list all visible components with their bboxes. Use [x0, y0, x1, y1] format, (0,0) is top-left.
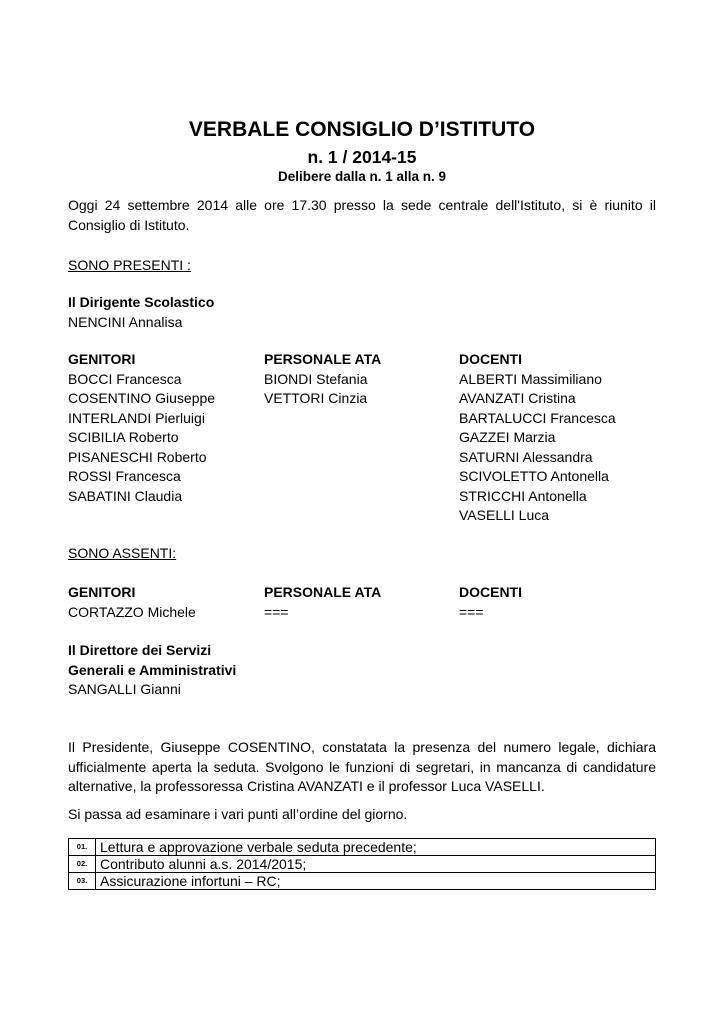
- column-heading: PERSONALE ATA: [264, 584, 382, 600]
- member-name: BIONDI Stefania: [264, 370, 368, 387]
- member-name: COSENTINO Giuseppe: [68, 390, 216, 406]
- member-name: BOCCI Francesca: [68, 370, 182, 387]
- member-name: INTERLANDI Pierluigi: [68, 409, 205, 426]
- intro-paragraph: Oggi 24 settembre 2014 alle ore 17.30 presso la sede centrale dell'Istituto, si è riunito il Consiglio di Istituto.: [68, 197, 656, 233]
- column-heading: DOCENTI: [459, 584, 522, 600]
- agenda-intro: Si passa ad esaminare i vari punti all’ordine del giorno.: [68, 806, 408, 822]
- agenda-item-text: Assicurazione infortuni – RC;: [96, 873, 656, 890]
- dsga-label-line1: Il Direttore dei Servizi: [68, 642, 212, 658]
- present-personale-column: [264, 350, 381, 409]
- member-name: VETTORI Cinzia: [264, 390, 368, 406]
- document-subtitle: Delibere dalla n. 1 alla n. 9: [277, 169, 447, 184]
- present-heading: SONO PRESENTI :: [68, 257, 191, 273]
- document-title: VERBALE CONSIGLIO D’ISTITUTO: [188, 118, 536, 141]
- agenda-row: [69, 873, 656, 890]
- member-name: ===: [459, 603, 484, 620]
- agenda-item-number: 03.: [69, 873, 96, 890]
- absent-genitori-column: [68, 583, 196, 622]
- absent-docenti-column: [459, 583, 522, 622]
- present-docenti-column: [459, 350, 616, 526]
- member-name: CORTAZZO Michele: [68, 603, 196, 620]
- agenda-item-number: 01.: [69, 839, 96, 856]
- member-name: SCIVOLETTO Antonella: [459, 468, 609, 484]
- member-name: ROSSI Francesca: [68, 468, 181, 484]
- dirigente-name: NENCINI Annalisa: [68, 313, 183, 330]
- agenda-item-text: Lettura e approvazione verbale seduta precedente;: [96, 839, 656, 856]
- member-name: ALBERTI Massimiliano: [459, 370, 602, 387]
- agenda-row: [69, 839, 656, 856]
- member-name: SABATINI Claudia: [68, 487, 183, 504]
- agenda-row: [69, 856, 656, 873]
- dirigente-label: Il Dirigente Scolastico: [68, 294, 215, 310]
- agenda-table: [68, 838, 656, 890]
- president-paragraph: Il Presidente, Giuseppe COSENTINO, constatata la presenza del numero legale, dichiara ufficialmente aperta la seduta. Svolgono le funzioni di segretari, in mancanza di candidature alternative, la professoressa Cristina AVANZATI e il professor Luca VASELLI.: [68, 739, 656, 794]
- member-name: SATURNI Alessandra: [459, 448, 593, 465]
- dsga-label-line2: Generali e Amministrativi: [68, 661, 237, 678]
- column-heading: GENITORI: [68, 584, 136, 600]
- member-name: VASELLI Luca: [459, 507, 550, 523]
- absent-personale-column: [264, 583, 381, 622]
- present-genitori-column: [68, 350, 215, 506]
- member-name: BARTALUCCI Francesca: [459, 409, 616, 426]
- column-heading: DOCENTI: [459, 351, 522, 367]
- member-name: AVANZATI Cristina: [459, 390, 576, 406]
- column-heading: GENITORI: [68, 351, 136, 367]
- column-heading: PERSONALE ATA: [264, 351, 382, 367]
- agenda-item-number: 02.: [69, 856, 96, 873]
- member-name: ===: [264, 603, 289, 620]
- member-name: PISANESCHI Roberto: [68, 448, 207, 465]
- dsga-name: SANGALLI Gianni: [68, 681, 181, 697]
- member-name: STRICCHI Antonella: [459, 487, 587, 504]
- member-name: SCIBILIA Roberto: [68, 429, 179, 445]
- document-number: n. 1 / 2014-15: [307, 147, 417, 167]
- member-name: GAZZEI Marzia: [459, 429, 556, 445]
- agenda-item-text: Contributo alunni a.s. 2014/2015;: [96, 856, 656, 873]
- absent-heading: SONO ASSENTI:: [68, 545, 177, 561]
